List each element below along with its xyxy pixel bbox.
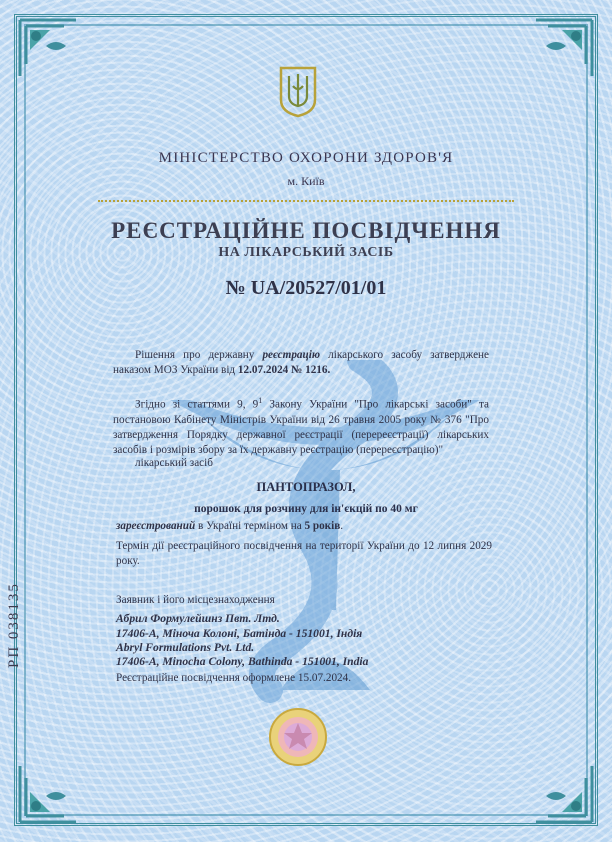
hologram-seal-icon xyxy=(268,707,328,767)
ornament-corner-icon xyxy=(16,16,80,80)
applicant-line: Abryl Formulations Pvt. Ltd. xyxy=(116,641,255,654)
registration-term: 5 років xyxy=(304,520,341,532)
ornament-corner-icon xyxy=(532,16,596,80)
registered-word: зареєстрований xyxy=(116,520,196,532)
registration-paragraph xyxy=(116,519,492,534)
registered-mid: в Україні терміном на xyxy=(195,520,305,532)
ornament-corner-icon xyxy=(16,762,80,826)
certificate-subtitle: НА ЛІКАРСЬКИЙ ЗАСІБ xyxy=(218,245,394,260)
serial-number: РП 038135 xyxy=(6,582,22,668)
product-intro: лікарський засіб xyxy=(135,457,213,469)
decision-text-2: лікарського засобу затверджене наказом МОЗ України від xyxy=(113,349,490,376)
ministry-heading: МІНІСТЕРСТВО ОХОРОНИ ЗДОРОВ'Я xyxy=(158,150,454,166)
decision-paragraph xyxy=(113,348,489,378)
ornament-corner-icon xyxy=(532,762,596,826)
drug-form: порошок для розчину для ін'єкцій по 40 мг xyxy=(194,503,418,515)
legal-basis-paragraph xyxy=(113,393,489,458)
decision-emphasis: реєстрацію xyxy=(262,349,321,361)
decision-order: 12.07.2024 № 1216. xyxy=(237,364,331,376)
city-label: м. Київ xyxy=(287,174,325,188)
registered-end: . xyxy=(340,520,344,532)
applicant-line: 17406-А, Міноча Колоні, Батінда - 151001, Індія xyxy=(116,627,363,640)
basis-text-2: Закону України "Про лікарські засоби" та постановою Кабінету Міністрів України від 26 травня 2005 року № 376 "Про затвердження Порядку державної реєстрації (перереєстрації) лікарських засобів і розмірів збору за їх державну реєстрацію (перереєстрацію)" xyxy=(113,398,489,456)
drug-name: ПАНТОПРАЗОЛ, xyxy=(256,480,356,494)
basis-text-1: Згідно зі статтями 9, 9 xyxy=(135,398,259,411)
decision-text-1: Рішення про державну xyxy=(135,349,263,361)
certificate-title: РЕЄСТРАЦІЙНЕ ПОСВІДЧЕННЯ xyxy=(111,218,501,243)
issued-date: Реєстраційне посвідчення оформлене 15.07.2024. xyxy=(116,672,352,684)
coat-of-arms-trident-icon xyxy=(279,66,317,118)
basis-superscript: 1 xyxy=(258,396,263,405)
applicant-line: 17406-A, Minocha Colony, Bathinda - 151001, India xyxy=(116,655,369,668)
certificate-number: № UA/20527/01/01 xyxy=(225,277,387,299)
applicant-line: Абрил Формулейшнз Пвт. Лтд. xyxy=(116,612,280,625)
applicant-label: Заявник і його місцезнаходження xyxy=(116,594,275,606)
divider xyxy=(98,200,514,202)
validity-paragraph: Термін дії реєстраційного посвідчення на території України до 12 липня 2029 року. xyxy=(116,540,492,567)
